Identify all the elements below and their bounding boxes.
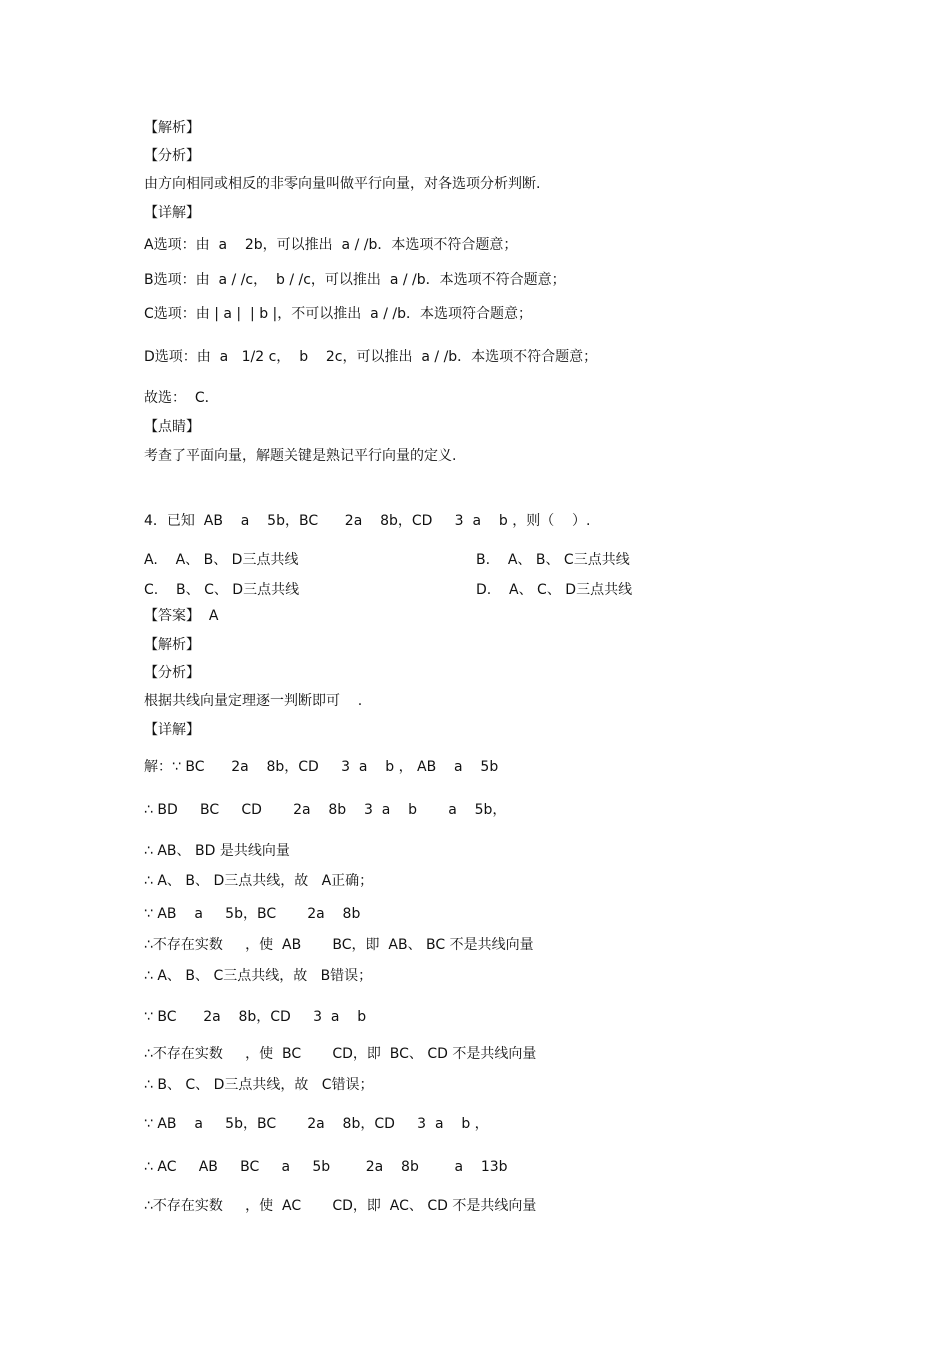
step-line: ∴ AB、 BD 是共线向量 (144, 843, 290, 859)
dianjing-text: 考查了平面向量，解题关键是熟记平行向量的定义. (144, 448, 457, 464)
option-c-analysis: C选项：由 | a | | b |，不可以推出 a / /b．本选项符合题意； (144, 306, 532, 322)
section-fenxi: 【分析】 (144, 148, 200, 164)
q4-section-jiexi: 【解析】 (144, 637, 200, 653)
option-b-analysis: B选项：由 a / /c， b / /c，可以推出 a / /b．本选项不符合题意； (144, 272, 566, 288)
step-line: ∵ AB a 5b，BC 2a 8b，CD 3 a b ， (144, 1116, 489, 1132)
q4-section-fenxi: 【分析】 (144, 665, 200, 681)
option-b: B. A、 B、 C三点共线 (476, 552, 630, 568)
step-line: ∴ A、 B、 C三点共线，故 B错误； (144, 968, 373, 984)
option-a: A. A、 B、 D三点共线 (144, 552, 299, 568)
q4-section-xiangjie: 【详解】 (144, 722, 200, 738)
q4-fenxi-text: 根据共线向量定理逐一判断即可 . (144, 693, 363, 709)
step-line: ∴不存在实数 ，使 BC CD，即 BC、 CD 不是共线向量 (144, 1046, 537, 1062)
step-line: ∴不存在实数 ，使 AC CD，即 AC、 CD 不是共线向量 (144, 1198, 537, 1214)
section-dianjing: 【点睛】 (144, 419, 200, 435)
step-line: ∴ AC AB BC a 5b 2a 8b a 13b (144, 1159, 508, 1175)
step-line: ∴ B、 C、 D三点共线，故 C错误； (144, 1077, 374, 1093)
question-4-stem: 4．已知 AB a 5b，BC 2a 8b，CD 3 a b ，则（ ）. (144, 513, 591, 529)
fenxi-text: 由方向相同或相反的非零向量叫做平行向量，对各选项分析判断. (144, 176, 541, 192)
step-line: 解：∵ BC 2a 8b，CD 3 a b ， AB a 5b (144, 759, 499, 775)
option-d: D. A、 C、 D三点共线 (476, 582, 633, 598)
answer: 【答案】 A (144, 608, 219, 624)
step-line: ∴ A、 B、 D三点共线，故 A正确； (144, 873, 374, 889)
option-a-analysis: A选项：由 a 2b，可以推出 a / /b．本选项不符合题意； (144, 237, 518, 253)
step-line: ∴不存在实数 ，使 AB BC，即 AB、 BC 不是共线向量 (144, 937, 534, 953)
option-d-analysis: D选项：由 a 1/2 c， b 2c，可以推出 a / /b．本选项不符合题意； (144, 349, 598, 365)
final-choice: 故选： C． (144, 390, 219, 406)
section-jiexi: 【解析】 (144, 120, 200, 136)
option-c: C. B、 C、 D三点共线 (144, 582, 300, 598)
section-xiangjie: 【详解】 (144, 205, 200, 221)
step-line: ∵ AB a 5b，BC 2a 8b (144, 906, 361, 922)
step-line: ∴ BD BC CD 2a 8b 3 a b a 5b， (144, 802, 507, 818)
step-line: ∵ BC 2a 8b，CD 3 a b (144, 1009, 367, 1025)
